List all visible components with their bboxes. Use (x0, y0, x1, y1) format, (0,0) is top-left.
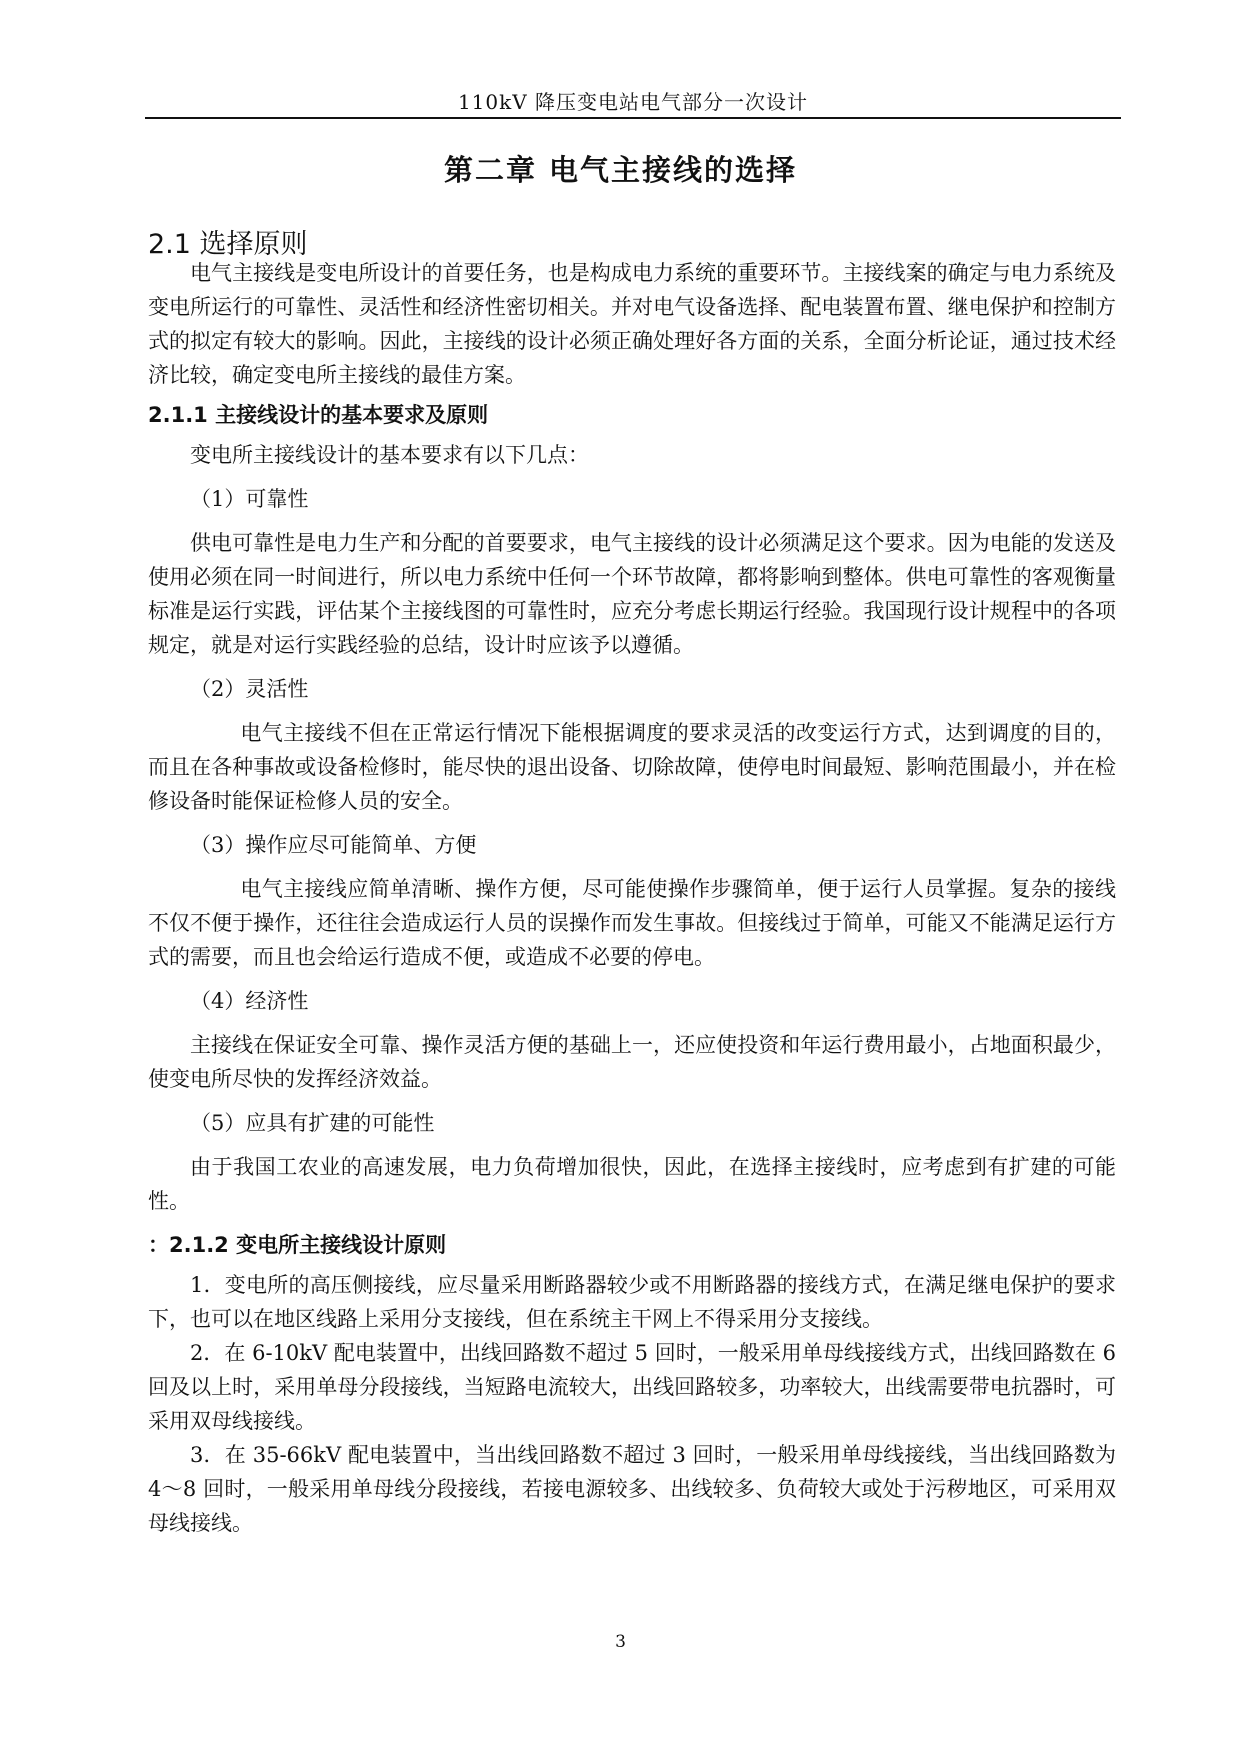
requirement-heading-expandability: （5）应具有扩建的可能性 (190, 1111, 435, 1135)
subsection-title-2-1-2: ：2.1.2 变电所主接线设计原则 (148, 1233, 447, 1257)
section-title: 2.1 选择原则 (148, 229, 308, 260)
requirement-body-simplicity: 电气主接线应简单清晰、操作方便，尽可能使操作步骤简单，便于运行人员掌握。复杂的接线不仅不便于操作，还往往会造成运行人员的误操作而发生事故。但接线过于简单，可能又不能满足运行方式的需要，而且也会给运行造成不便，或造成不必要的停电。 (148, 877, 1116, 969)
requirement-body-reliability: 供电可靠性是电力生产和分配的首要要求，电气主接线的设计必须满足这个要求。因为电能的发送及使用必须在同一时间进行，所以电力系统中任何一个环节故障，都将影响到整体。供电可靠性的客观衡量标准是运行实践，评估某个主接线图的可靠性时，应充分考虑长期运行经验。我国现行设计规程中的各项规定，就是对运行实践经验的总结，设计时应该予以遵循。 (148, 531, 1116, 657)
subsection-title-2-1-1: 2.1.1 主接线设计的基本要求及原则 (148, 403, 489, 427)
body-content (148, 256, 1116, 1540)
design-principle-2: 2．在 6-10kV 配电装置中，出线回路数不超过 5 回时，一般采用单母线接线方式，出线回路数在 6 回及以上时，采用单母分段接线，当短路电流较大，出线回路较多，功率较大，出线需要带电抗器时，可采用双母线接线。 (148, 1341, 1116, 1433)
intro-paragraph: 电气主接线是变电所设计的首要任务，也是构成电力系统的重要环节。主接线案的确定与电力系统及变电所运行的可靠性、灵活性和经济性密切相关。并对电气设备选择、配电装置布置、继电保护和控制方式的拟定有较大的影响。因此，主接线的设计必须正确处理好各方面的关系，全面分析论证，通过技术经济比较，确定变电所主接线的最佳方案。 (148, 261, 1116, 387)
chapter-title: 第二章 电气主接线的选择 (443, 153, 798, 187)
requirement-heading-flexibility: （2）灵活性 (190, 677, 309, 701)
requirement-body-economy: 主接线在保证安全可靠、操作灵活方便的基础上一，还应使投资和年运行费用最小，占地面积最少，使变电所尽快的发挥经济效益。 (148, 1033, 1116, 1091)
design-principle-3: 3．在 35-66kV 配电装置中，当出线回路数不超过 3 回时，一般采用单母线接线，当出线回路数为 4～8 回时，一般采用单母线分段接线，若接电源较多、出线较多、负荷较大或处于污秽地区，可采用双母线接线。 (148, 1443, 1116, 1535)
requirement-heading-reliability: （1）可靠性 (190, 487, 309, 511)
design-principle-1: 1．变电所的高压侧接线，应尽量采用断路器较少或不用断路器的接线方式，在满足继电保护的要求下，也可以在地区线路上采用分支接线，但在系统主干网上不得采用分支接线。 (148, 1273, 1116, 1331)
requirement-heading-simplicity: （3）操作应尽可能简单、方便 (190, 833, 477, 857)
requirement-heading-economy: （4）经济性 (190, 989, 309, 1013)
requirements-lead: 变电所主接线设计的基本要求有以下几点： (190, 443, 589, 467)
requirement-body-flexibility: 电气主接线不但在正常运行情况下能根据调度的要求灵活的改变运行方式，达到调度的目的，而且在各种事故或设备检修时，能尽快的退出设备、切除故障，使停电时间最短、影响范围最小，并在检修设备时能保证检修人员的安全。 (148, 721, 1116, 813)
page-number: 3 (615, 1632, 626, 1652)
header-divider (145, 117, 1121, 119)
running-header: 110kV 降压变电站电气部分一次设计 (457, 90, 809, 114)
requirement-body-expandability: 由于我国工农业的高速发展，电力负荷增加很快，因此，在选择主接线时，应考虑到有扩建的可能性。 (148, 1155, 1116, 1213)
